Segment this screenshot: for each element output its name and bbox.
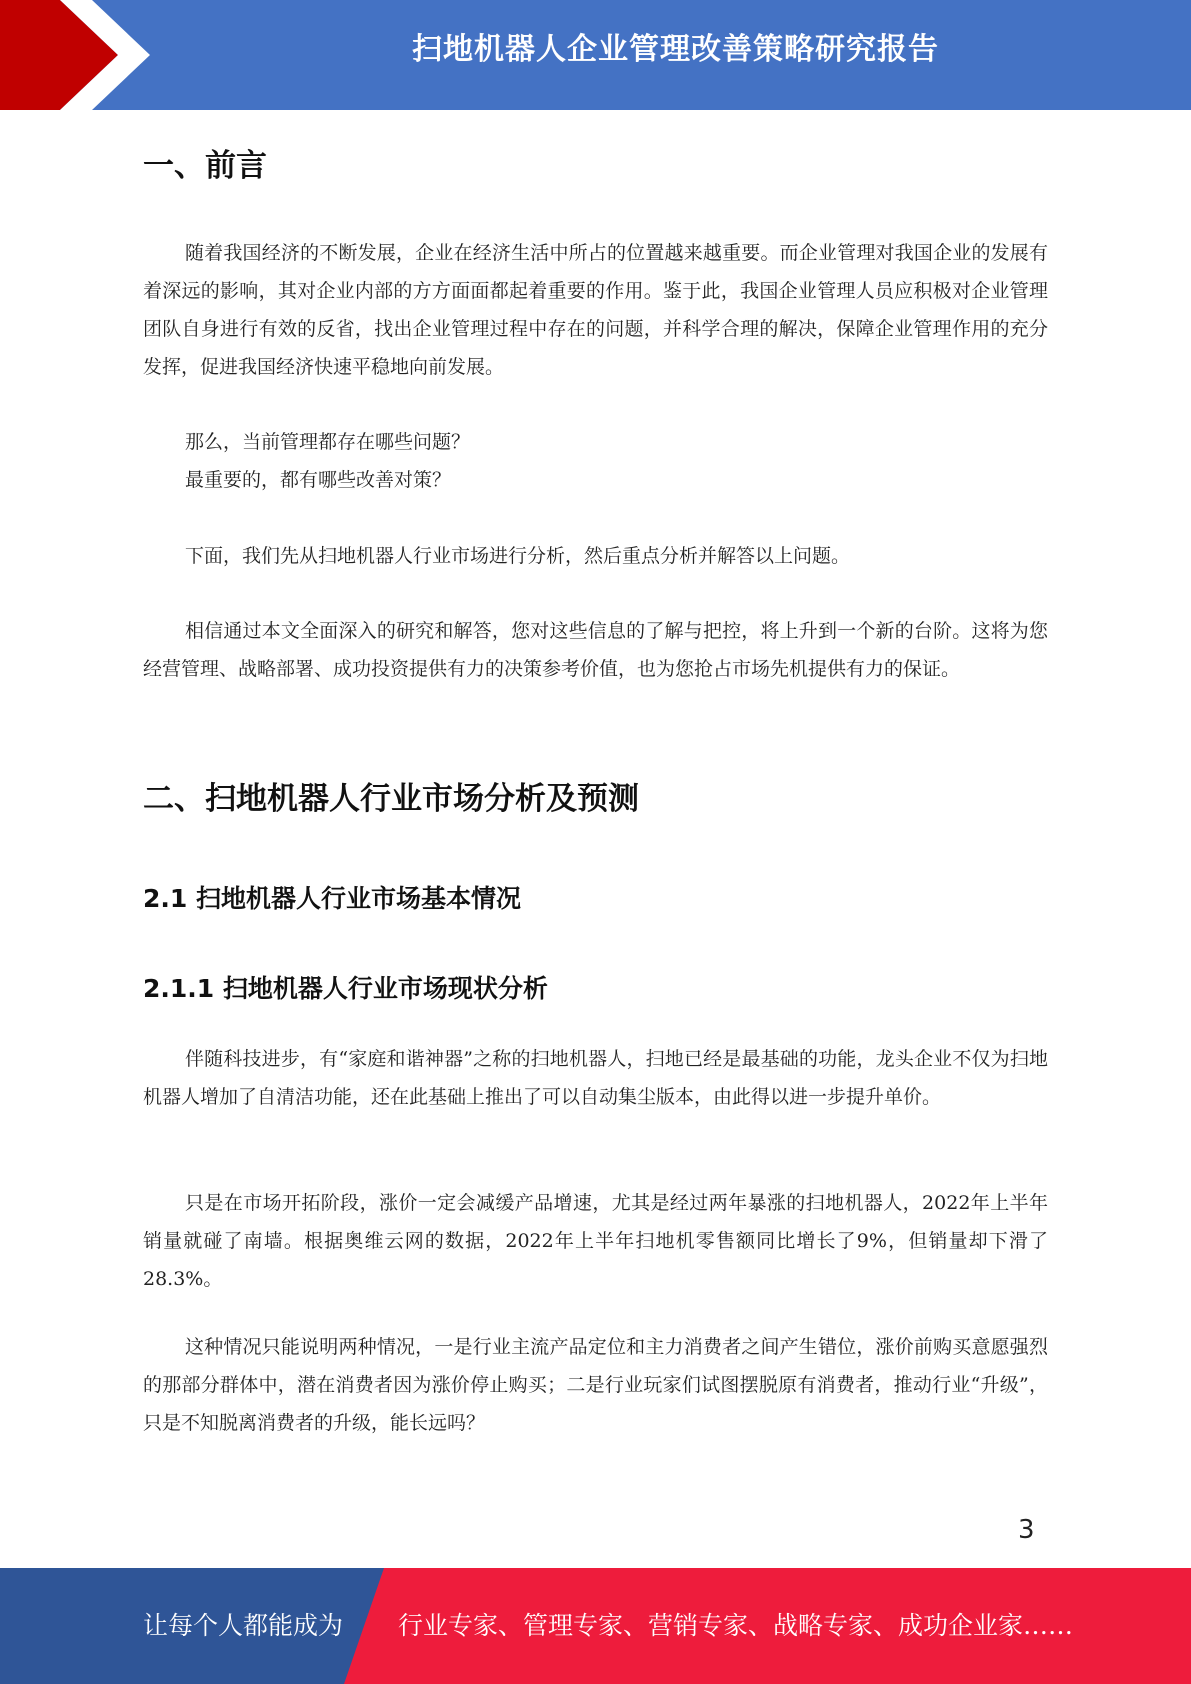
subsection-heading-2-1-1: 2.1.1 扫地机器人行业市场现状分析 bbox=[143, 974, 548, 1003]
preface-paragraph-1: 随着我国经济的不断发展，企业在经济生活中所占的位置越来越重要。而企业管理对我国企业的发展有着深远的影响，其对企业内部的方方面面都起着重要的作用。鉴于此，我国企业管理人员应积极对企业管理团队自身进行有效的反省，找出企业管理过程中存在的问题，并科学合理的解决，保障企业管理作用的充分发挥，促进我国经济快速平稳地向前发展。 bbox=[143, 242, 1048, 378]
section-heading-preface: 一、前言 bbox=[143, 148, 267, 184]
report-title: 扫地机器人企业管理改善策略研究报告 bbox=[412, 32, 939, 67]
preface-question-1: 那么，当前管理都存在哪些问题？ bbox=[185, 431, 471, 453]
preface-paragraph-3: 相信通过本文全面深入的研究和解答，您对这些信息的了解与把控，将上升到一个新的台阶。这将为您经营管理、战略部署、成功投资提供有力的决策参考价值，也为您抢占市场先机提供有力的保证。 bbox=[143, 620, 1048, 680]
analysis-paragraph-2: 只是在市场开拓阶段，涨价一定会减缓产品增速，尤其是经过两年暴涨的扫地机器人，2022年上半年销量就碰了南墙。根据奥维云网的数据，2022年上半年扫地机零售额同比增长了9%，但销量却下滑了28.3%。 bbox=[143, 1192, 1048, 1290]
section-heading-analysis: 二、扫地机器人行业市场分析及预测 bbox=[143, 781, 639, 817]
footer-slogan-left: 让每个人都能成为 bbox=[143, 1611, 344, 1640]
subsection-heading-2-1: 2.1 扫地机器人行业市场基本情况 bbox=[143, 884, 521, 913]
preface-paragraph-2: 下面，我们先从扫地机器人行业市场进行分析，然后重点分析并解答以上问题。 bbox=[185, 545, 851, 567]
analysis-paragraph-1: 伴随科技进步，有“家庭和谐神器”之称的扫地机器人，扫地已经是最基础的功能，龙头企业不仅为扫地机器人增加了自清洁功能，还在此基础上推出了可以自动集尘版本，由此得以进一步提升单价。 bbox=[143, 1048, 1048, 1108]
page-number: 3 bbox=[1018, 1515, 1035, 1545]
preface-question-2: 最重要的，都有哪些改善对策？ bbox=[185, 469, 452, 491]
footer-slogan-right: 行业专家、管理专家、营销专家、战略专家、成功企业家…… bbox=[398, 1611, 1074, 1640]
page-footer bbox=[0, 1568, 1191, 1684]
header-arrow-decoration bbox=[0, 0, 160, 110]
analysis-paragraph-3: 这种情况只能说明两种情况，一是行业主流产品定位和主力消费者之间产生错位，涨价前购买意愿强烈的那部分群体中，潜在消费者因为涨价停止购买；二是行业玩家们试图摆脱原有消费者，推动行业“升级”，只是不知脱离消费者的升级，能长远吗？ bbox=[143, 1336, 1048, 1434]
page-header bbox=[0, 0, 1191, 110]
